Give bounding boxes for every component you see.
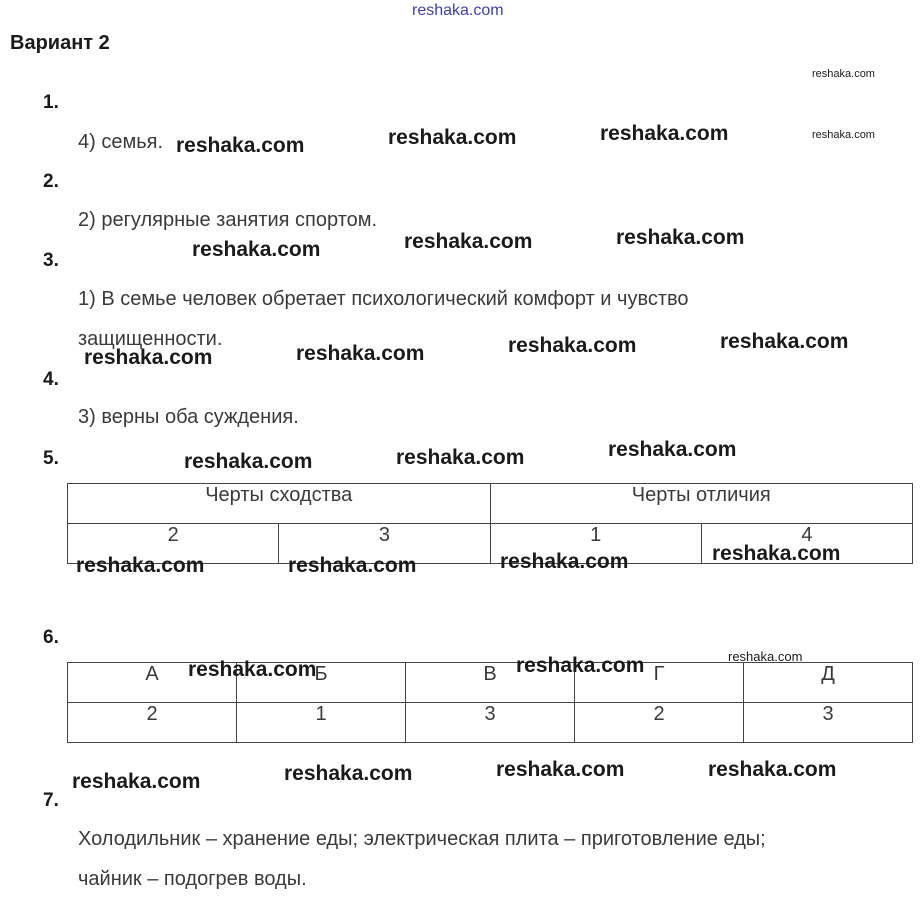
watermark: reshaka.com	[616, 226, 745, 249]
table-cell: 1	[490, 524, 701, 564]
table-header-cell: В	[406, 663, 575, 703]
answer-3-line-1: 1) В семье человек обретает психологический комфорт и чувство	[78, 288, 689, 310]
table-cell: 3	[744, 703, 913, 743]
question-number-6: 6.	[43, 627, 59, 648]
watermark: reshaka.com	[720, 330, 849, 353]
answer-3-line-2: защищенности.	[78, 328, 223, 350]
table-cell: 2	[68, 524, 279, 564]
question-number-4: 4.	[43, 369, 59, 390]
answer-2: 2) регулярные занятия спортом.	[78, 209, 378, 231]
question-number-5: 5.	[43, 448, 59, 469]
table-row	[68, 703, 913, 743]
watermark: reshaka.com	[812, 129, 875, 141]
watermark: reshaka.com	[728, 649, 803, 664]
watermark: reshaka.com	[84, 346, 213, 369]
watermark: reshaka.com	[288, 554, 417, 577]
site-link[interactable]: reshaka.com	[412, 2, 504, 19]
table-cell: 1	[237, 703, 406, 743]
watermark: reshaka.com	[608, 438, 737, 461]
table-cell: 3	[279, 524, 490, 564]
answer-4: 3) верны оба суждения.	[78, 406, 299, 428]
watermark: reshaka.com	[192, 238, 321, 261]
table-header-cell: Черты сходства	[68, 484, 491, 524]
table-header-cell: Черты отличия	[490, 484, 913, 524]
table-cell: 2	[575, 703, 744, 743]
watermark: reshaka.com	[496, 758, 625, 781]
watermark: reshaka.com	[188, 658, 317, 681]
watermark: reshaka.com	[508, 334, 637, 357]
answer-7-line-2: чайник – подогрев воды.	[78, 868, 307, 890]
watermark: reshaka.com	[284, 762, 413, 785]
watermark: reshaka.com	[388, 126, 517, 149]
answer-1: 4) семья.	[78, 131, 164, 153]
watermark: reshaka.com	[176, 134, 305, 157]
question-number-3: 3.	[43, 250, 59, 271]
table-row	[68, 484, 913, 524]
table-header-cell: Г	[575, 663, 744, 703]
watermark: reshaka.com	[600, 122, 729, 145]
watermark: reshaka.com	[812, 68, 875, 80]
table-cell: 2	[68, 703, 237, 743]
table-header-cell: А	[68, 663, 237, 703]
answer-7-line-1: Холодильник – хранение еды; электрическая плита – приготовление еды;	[78, 828, 766, 850]
watermark: reshaka.com	[296, 342, 425, 365]
question-number-2: 2.	[43, 171, 59, 192]
watermark: reshaka.com	[76, 554, 205, 577]
question-number-1: 1.	[43, 92, 59, 113]
table-cell: 3	[406, 703, 575, 743]
watermark: reshaka.com	[516, 654, 645, 677]
table-header-cell: Д	[744, 663, 913, 703]
watermark: reshaka.com	[708, 758, 837, 781]
watermark: reshaka.com	[396, 446, 525, 469]
watermark: reshaka.com	[500, 550, 629, 573]
table-cell: 4	[701, 524, 912, 564]
watermark: reshaka.com	[184, 450, 313, 473]
watermark: reshaka.com	[72, 770, 201, 793]
table-header-cell: Б	[237, 663, 406, 703]
page-title: Вариант 2	[10, 32, 110, 54]
watermark: reshaka.com	[712, 542, 841, 565]
watermark: reshaka.com	[404, 230, 533, 253]
question-number-7: 7.	[43, 790, 59, 811]
